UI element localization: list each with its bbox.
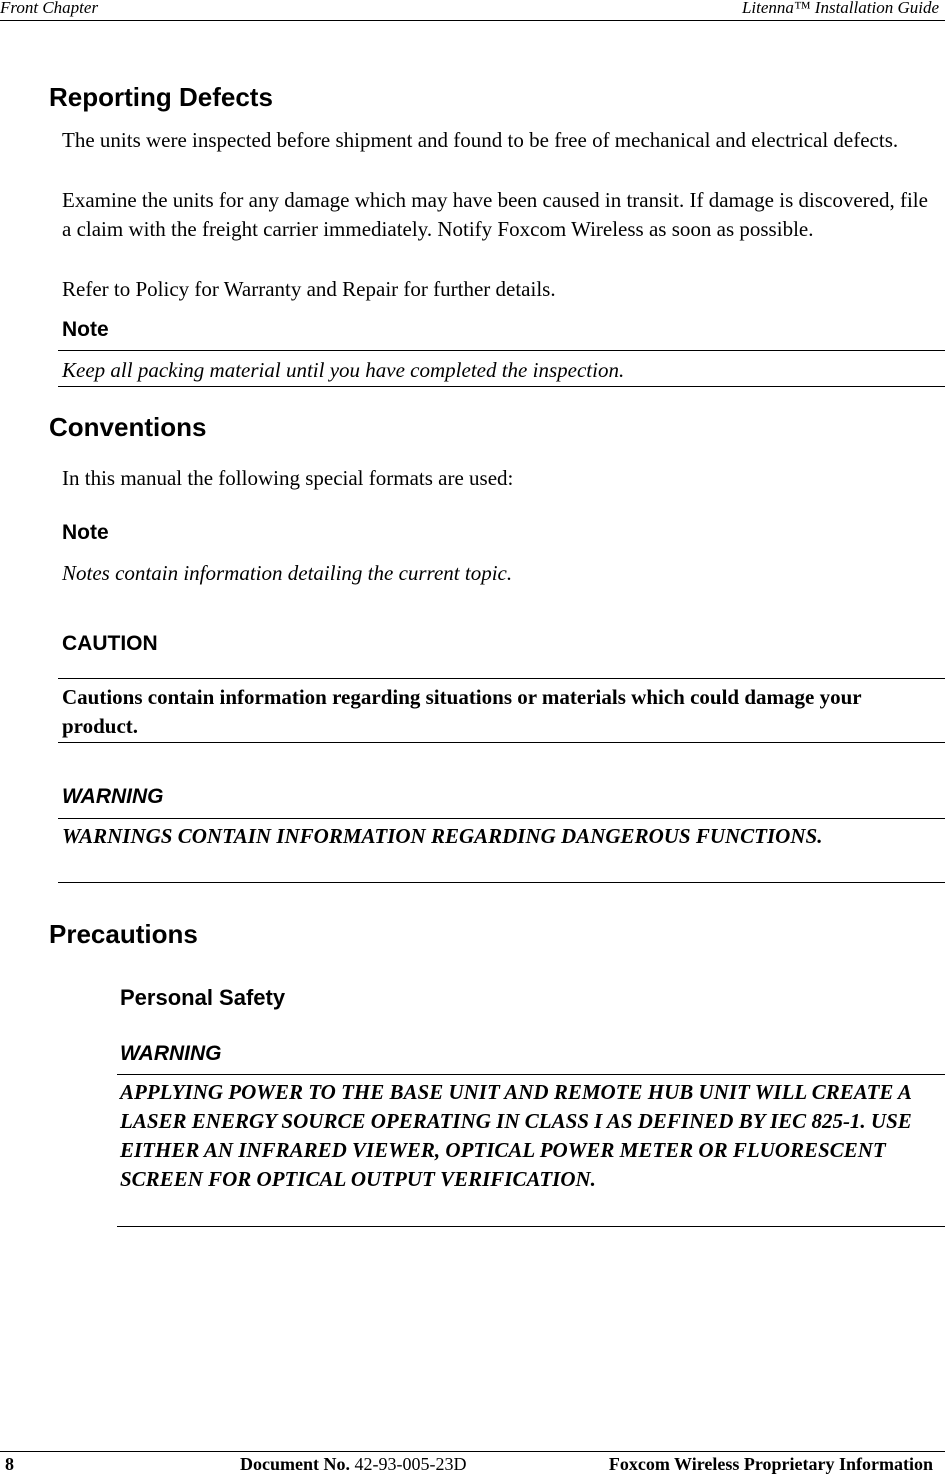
precautions-warning-text: APPLYING POWER TO THE BASE UNIT AND REMOTE HUB UNIT WILL CREATE A LASER ENERGY SOURCE OPERATING IN CLASS I AS DEFINED BY IEC 825-1. USE EITHER AN INFRARED VIEWER, OPTICAL POWER METER OR FLUORESCENT SCREEN FOR OPTICAL OUTPUT VERIFICATION. <box>120 1080 912 1191</box>
reporting-note-rule-top <box>58 350 945 351</box>
precautions-heading: Precautions <box>49 919 198 949</box>
conventions-warning-label: WARNING <box>62 785 164 808</box>
reporting-note-label: Note <box>62 318 109 341</box>
conventions-intro: In this manual the following special formats are used: <box>62 466 514 490</box>
reporting-paragraph-1: The units were inspected before shipment and found to be free of mechanical and electrical defects. <box>62 128 899 152</box>
document-number <box>240 1453 466 1475</box>
conventions-warning-text: WARNINGS CONTAIN INFORMATION REGARDING DANGEROUS FUNCTIONS. <box>62 824 823 848</box>
page-number: 8 <box>5 1454 14 1474</box>
conventions-caution-text: Cautions contain information regarding situations or materials which could damage your product. <box>62 685 862 738</box>
precautions-warning-rule-bottom <box>117 1226 945 1227</box>
footer-rule <box>0 1451 945 1452</box>
reporting-paragraph-2: Examine the units for any damage which may have been caused in transit. If damage is discovered, file a claim with the freight carrier immediately. Notify Foxcom Wireless as soon as possible. <box>62 188 928 241</box>
caution-rule-top <box>58 678 945 679</box>
warning-rule-top <box>58 818 945 819</box>
conventions-heading: Conventions <box>49 412 207 442</box>
proprietary-notice: Foxcom Wireless Proprietary Information <box>608 1454 933 1474</box>
reporting-paragraph-3: Refer to Policy for Warranty and Repair for further details. <box>62 277 556 301</box>
conventions-note-label: Note <box>62 521 109 544</box>
conventions-caution-label: CAUTION <box>62 632 158 655</box>
warning-rule-bottom <box>58 882 945 883</box>
conventions-note-text: Notes contain information detailing the current topic. <box>62 561 513 585</box>
precautions-warning-label: WARNING <box>120 1042 222 1065</box>
caution-rule-bottom <box>58 742 945 743</box>
header-doc-title: Litenna™ Installation Guide <box>741 0 939 17</box>
document-number-label: Document No. <box>240 1454 350 1474</box>
reporting-defects-heading: Reporting Defects <box>49 82 273 112</box>
document-number-value: 42-93-005-23D <box>354 1454 467 1474</box>
personal-safety-heading: Personal Safety <box>120 985 286 1010</box>
precautions-warning-rule-top <box>117 1074 945 1075</box>
reporting-note-text: Keep all packing material until you have completed the inspection. <box>62 358 625 382</box>
header-rule <box>0 20 945 21</box>
header-chapter: Front Chapter <box>0 0 99 17</box>
reporting-note-rule-bottom <box>58 386 945 387</box>
